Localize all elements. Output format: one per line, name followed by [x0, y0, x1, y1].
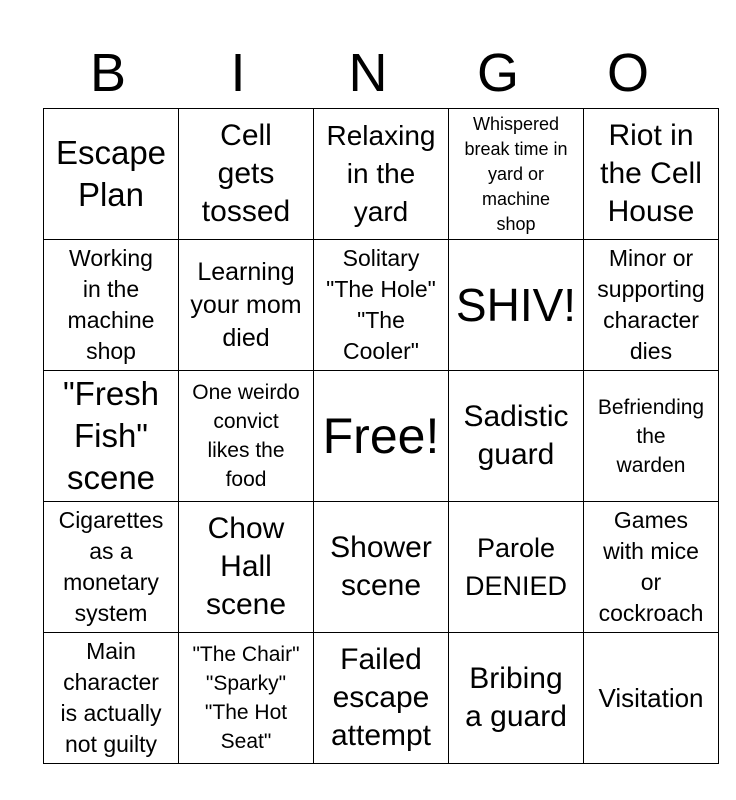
cell-text: Failed escape attempt	[330, 643, 432, 752]
header-letter-i: I	[230, 43, 246, 103]
cell-text: Cell gets tossed	[201, 119, 291, 228]
header-letter-n: N	[348, 43, 388, 103]
cell-text: Whispered break time in yard or machine shop	[464, 113, 568, 234]
bingo-cell[interactable]	[314, 240, 449, 371]
board-row	[44, 371, 719, 502]
free-space[interactable]	[314, 371, 449, 502]
bingo-cell[interactable]	[314, 109, 449, 240]
bingo-cell[interactable]	[449, 109, 584, 240]
bingo-header	[43, 40, 693, 106]
bingo-cell[interactable]	[44, 502, 179, 633]
cell-text: Parole DENIED	[464, 533, 567, 601]
cell-text: Visitation	[598, 682, 704, 713]
bingo-cell[interactable]	[44, 371, 179, 502]
cell-text: Chow Hall scene	[205, 512, 287, 621]
bingo-cell[interactable]	[449, 240, 584, 371]
board-row	[44, 502, 719, 633]
cell-text: "Fresh Fish" scene	[62, 375, 160, 496]
bingo-cell[interactable]	[449, 633, 584, 764]
cell-text: Shower scene	[330, 531, 432, 602]
bingo-cell[interactable]	[44, 240, 179, 371]
cell-text: Solitary "The Hole" "The Cooler"	[326, 245, 436, 364]
free-space-text: Free!	[322, 408, 440, 464]
board-row	[44, 633, 719, 764]
cell-text: Bribing a guard	[465, 662, 567, 733]
cell-text: Relaxing in the yard	[326, 120, 436, 227]
cell-text: Cigarettes as a monetary system	[58, 507, 164, 626]
bingo-cell[interactable]	[44, 109, 179, 240]
bingo-cell[interactable]	[584, 109, 719, 240]
header-letter-b: B	[89, 43, 127, 103]
bingo-cell[interactable]	[584, 633, 719, 764]
cell-text: Learning your mom died	[190, 257, 302, 352]
bingo-cell[interactable]	[449, 502, 584, 633]
bingo-cell[interactable]	[179, 633, 314, 764]
cell-text: SHIV!	[455, 279, 577, 331]
bingo-cell[interactable]	[584, 371, 719, 502]
bingo-cell[interactable]	[179, 109, 314, 240]
bingo-cell[interactable]	[584, 240, 719, 371]
cell-text: Befriending the warden	[597, 395, 705, 477]
header-letter-g: G	[476, 43, 519, 103]
bingo-cell[interactable]	[44, 633, 179, 764]
cell-text: Riot in the Cell House	[600, 119, 702, 228]
board-row	[44, 109, 719, 240]
bingo-cell[interactable]	[314, 633, 449, 764]
bingo-cell[interactable]	[449, 371, 584, 502]
bingo-cell[interactable]	[314, 502, 449, 633]
header-letter-o: O	[606, 43, 649, 103]
bingo-cell[interactable]	[179, 240, 314, 371]
bingo-cell[interactable]	[179, 502, 314, 633]
cell-text: Minor or supporting character dies	[597, 245, 705, 364]
board-row	[44, 240, 719, 371]
bingo-cell[interactable]	[584, 502, 719, 633]
cell-text: Escape Plan	[55, 134, 167, 213]
cell-text: "The Chair" "Sparky" "The Hot Seat"	[192, 643, 300, 753]
cell-text: Games with mice or cockroach	[598, 507, 704, 626]
bingo-board	[43, 108, 719, 764]
cell-text: One weirdo convict likes the food	[192, 381, 300, 491]
cell-text: Main character is actually not guilty	[60, 638, 162, 757]
bingo-cell[interactable]	[179, 371, 314, 502]
cell-text: Sadistic guard	[463, 400, 569, 471]
cell-text: Working in the machine shop	[67, 245, 155, 364]
